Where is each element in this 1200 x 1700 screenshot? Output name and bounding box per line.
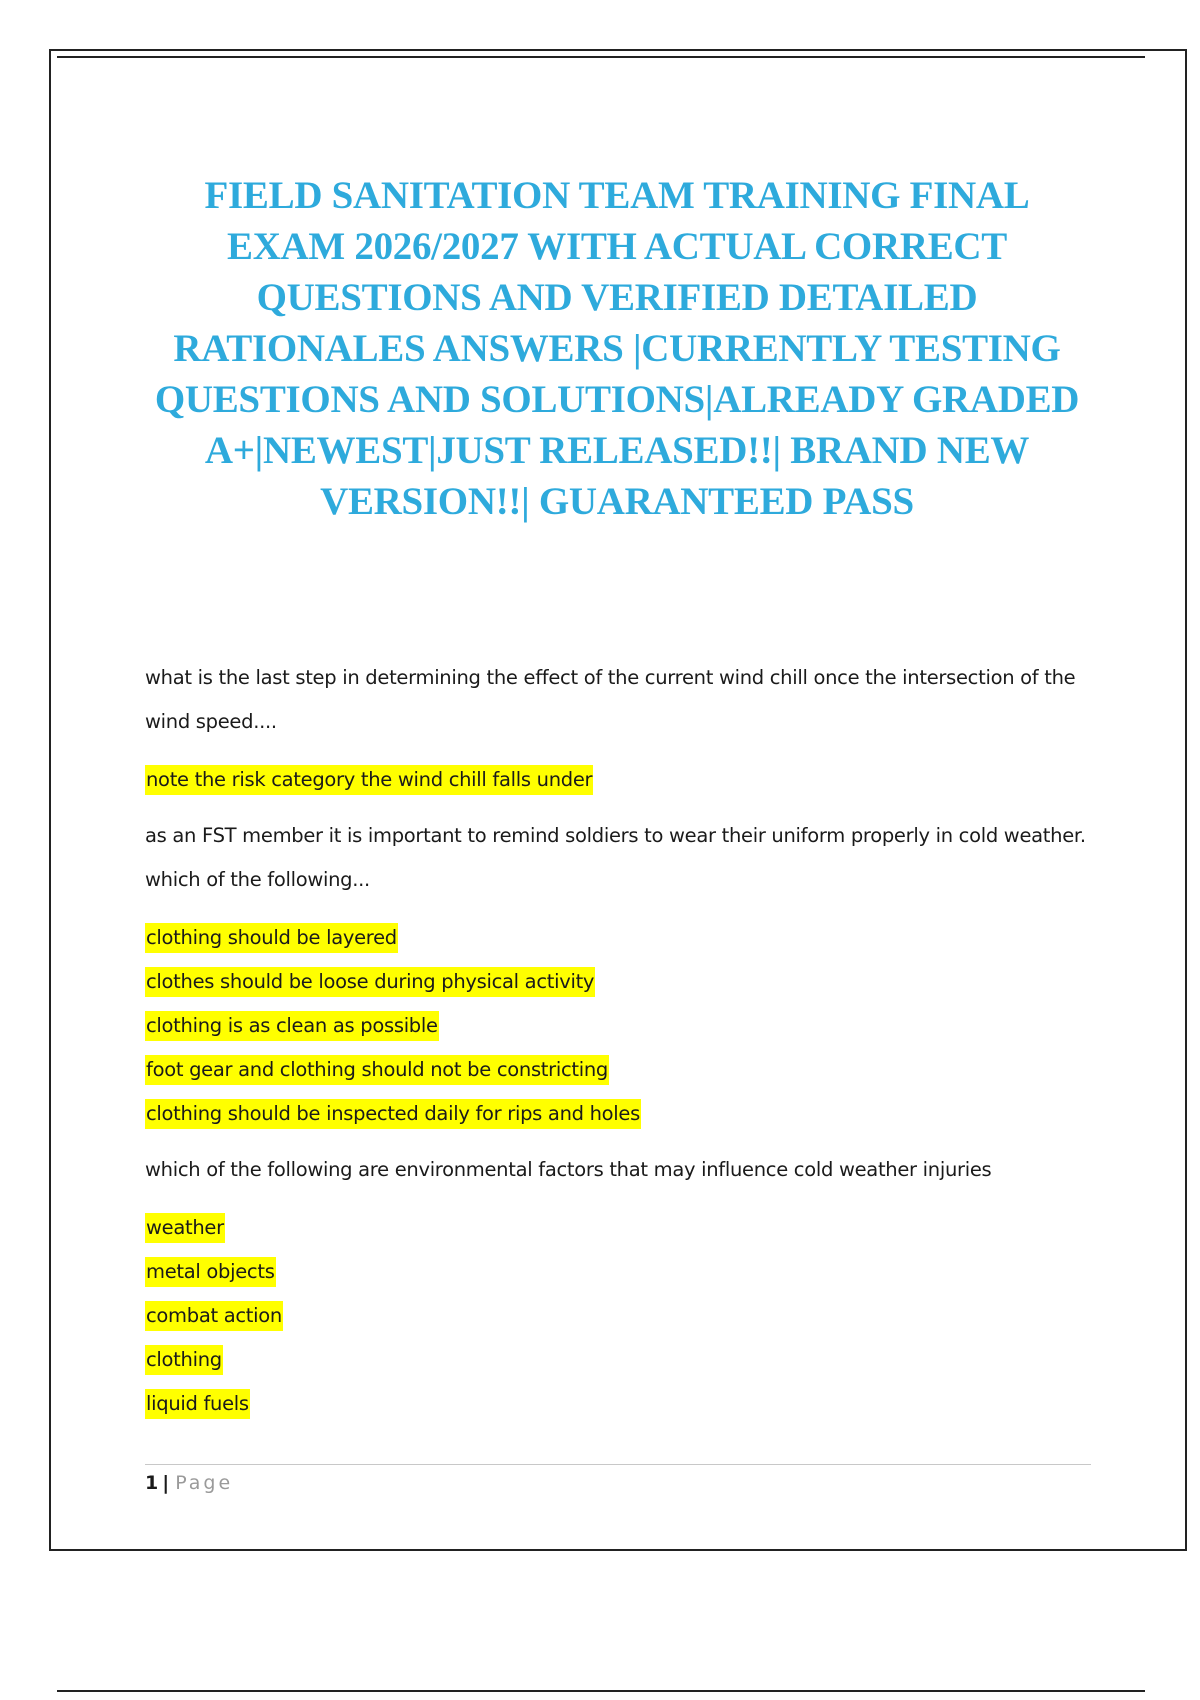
highlighted-answer: weather	[145, 1213, 225, 1243]
highlighted-answer: clothing should be layered	[145, 923, 398, 953]
answer-item	[145, 916, 1095, 960]
highlighted-answer: combat action	[145, 1301, 283, 1331]
highlighted-answer: clothing	[145, 1345, 223, 1375]
footer-rule	[145, 1464, 1091, 1465]
highlighted-answer: note the risk category the wind chill falls under	[145, 765, 593, 795]
highlighted-answer: liquid fuels	[145, 1389, 250, 1419]
answer-item	[145, 1294, 1095, 1338]
answer-list	[145, 1206, 1095, 1426]
answer-item	[145, 1382, 1095, 1426]
question-text: as an FST member it is important to remind soldiers to wear their uniform properly in cold weather. which of the following...	[145, 824, 1086, 891]
page-label: Page	[175, 1472, 234, 1494]
next-page-rule	[57, 1690, 1145, 1692]
highlighted-answer: clothes should be loose during physical activity	[145, 967, 595, 997]
top-rule	[57, 56, 1145, 58]
page-footer	[145, 1470, 233, 1496]
answer-item	[145, 1206, 1095, 1250]
question-text: what is the last step in determining the effect of the current wind chill once the intersection of the wind speed....	[145, 666, 1076, 733]
footer-separator: |	[162, 1472, 170, 1494]
highlighted-answer: clothing is as clean as possible	[145, 1011, 439, 1041]
answer-item	[145, 960, 1095, 1004]
answer-item	[145, 758, 1095, 802]
document-title: FIELD SANITATION TEAM TRAINING FINAL EXAM 2026/2027 WITH ACTUAL CORRECT QUESTIONS AND VERIFIED DETAILED RATIONALES ANSWERS |CURRENTLY TESTING QUESTIONS AND SOLUTIONS|ALREADY GRADED A+|NEWEST|JUST RELEASED!!| BRAND NEW VERSION!!| GUARANTEED PASS	[154, 174, 1080, 523]
answer-list	[145, 758, 1095, 802]
answer-item	[145, 1250, 1095, 1294]
page-number: 1	[145, 1472, 159, 1494]
highlighted-answer: foot gear and clothing should not be constricting	[145, 1055, 609, 1085]
qa-content	[145, 656, 1095, 1438]
answer-item	[145, 1004, 1095, 1048]
answer-list	[145, 916, 1095, 1136]
question-text: which of the following are environmental factors that may influence cold weather injuries	[145, 1158, 992, 1181]
answer-item	[145, 1338, 1095, 1382]
highlighted-answer: clothing should be inspected daily for rips and holes	[145, 1099, 641, 1129]
highlighted-answer: metal objects	[145, 1257, 276, 1287]
answer-item	[145, 1092, 1095, 1136]
answer-item	[145, 1048, 1095, 1092]
